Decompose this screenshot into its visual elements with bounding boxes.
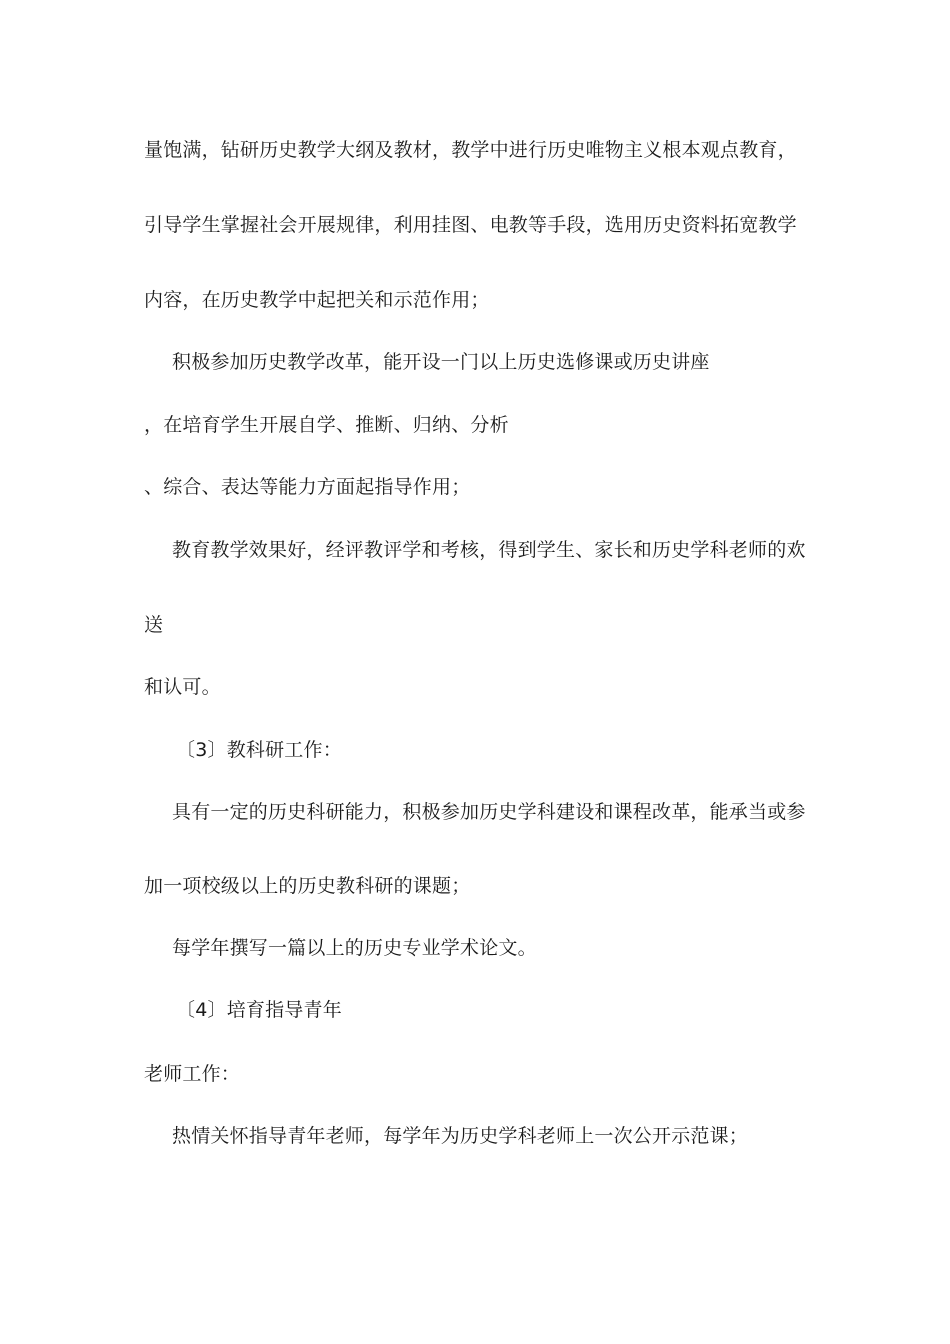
text-line: 教育教学效果好，经评教评学和考核，得到学生、家长和历史学科老师的欢	[172, 539, 806, 561]
section-heading: 〔4〕培育指导青年	[176, 999, 342, 1021]
text-line: 送	[144, 614, 164, 636]
section-heading: 〔3〕教科研工作：	[176, 739, 342, 761]
text-line: 老师工作：	[144, 1063, 241, 1085]
text-line: 每学年撰写一篇以上的历史专业学术论文。	[172, 937, 537, 959]
text-line: 积极参加历史教学改革，能开设一门以上历史选修课或历史讲座	[172, 351, 710, 373]
text-line: 加一项校级以上的历史教科研的课题；	[144, 875, 471, 897]
text-line: 和认可。	[144, 676, 221, 698]
text-line: 具有一定的历史科研能力，积极参加历史学科建设和课程改革，能承当或参	[172, 801, 806, 823]
text-line: 热情关怀指导青年老师，每学年为历史学科老师上一次公开示范课；	[172, 1125, 749, 1147]
text-line: 、综合、表达等能力方面起指导作用；	[144, 476, 471, 498]
text-line: ，在培育学生开展自学、推断、归纳、分析	[144, 414, 509, 436]
text-line: 内容，在历史教学中起把关和示范作用；	[144, 289, 490, 311]
text-line: 量饱满，钻研历史教学大纲及教材，教学中进行历史唯物主义根本观点教育，	[144, 139, 797, 161]
text-line: 引导学生掌握社会开展规律，利用挂图、电教等手段，选用历史资料拓宽教学	[144, 214, 797, 236]
